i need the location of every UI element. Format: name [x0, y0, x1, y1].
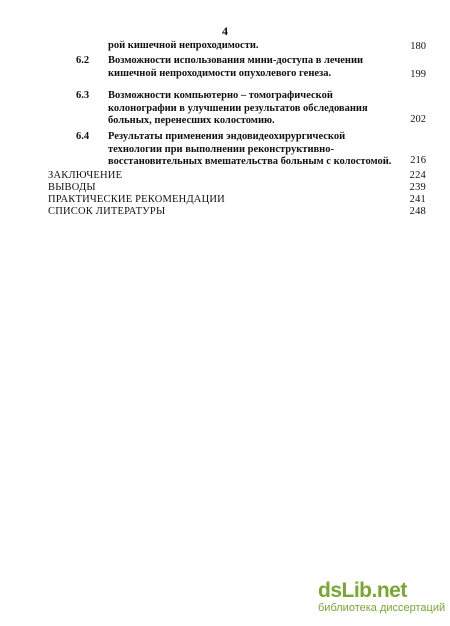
toc-entry-number: 6.2: [76, 55, 90, 66]
toc-entry-findings: [48, 182, 426, 194]
toc-entry-text: Возможности компьютерно – томографической колонографии в улучшении результатов обследования больных, перенесших колостомию.: [108, 90, 368, 126]
toc-entry-page: 241: [409, 193, 426, 205]
toc-entry-6-1-continued: [48, 40, 426, 53]
page-number: 4: [222, 24, 228, 38]
toc-entry-6-3: [48, 90, 426, 126]
toc-entry-page: 224: [409, 169, 426, 181]
toc-entry-page: 202: [410, 113, 426, 125]
toc-entry-number: 6.3: [76, 90, 90, 101]
toc-entry-text: СПИСОК ЛИТЕРАТУРЫ: [48, 206, 166, 217]
toc-entry-6-2: [48, 55, 426, 81]
toc-entry-conclusion: [48, 170, 426, 182]
toc-entry-6-4: [48, 131, 426, 167]
toc-entry-page: 239: [409, 181, 426, 193]
toc-entry-text: ВЫВОДЫ: [48, 182, 96, 193]
toc-entry-page: 216: [410, 154, 426, 166]
toc-entry-references: [48, 206, 426, 218]
toc-entry-recommendations: [48, 194, 426, 206]
table-of-contents: [48, 40, 426, 218]
toc-entry-text: Результаты применения эндовидеохирургической технологии при выполнении реконструктивно-восстановительных вмешательства больным с колостомой.: [108, 131, 392, 167]
toc-entry-page: 248: [409, 205, 426, 217]
dslib-logo: dsLib.net: [318, 579, 407, 602]
dslib-watermark: [318, 580, 448, 615]
toc-entry-text: Возможности использования мини-доступа в лечении кишечной непроходимости опухолевого генеза.: [108, 55, 364, 79]
toc-entry-number: 6.4: [76, 131, 90, 142]
dslib-tagline: библиотека диссертаций: [318, 602, 446, 614]
toc-entry-page: 199: [410, 68, 426, 80]
toc-entry-text: рой кишечной непроходимости.: [108, 40, 259, 51]
toc-entry-text: ЗАКЛЮЧЕНИЕ: [48, 170, 123, 181]
toc-entry-text: ПРАКТИЧЕСКИЕ РЕКОМЕНДАЦИИ: [48, 194, 225, 205]
toc-entry-page: 180: [410, 40, 426, 52]
